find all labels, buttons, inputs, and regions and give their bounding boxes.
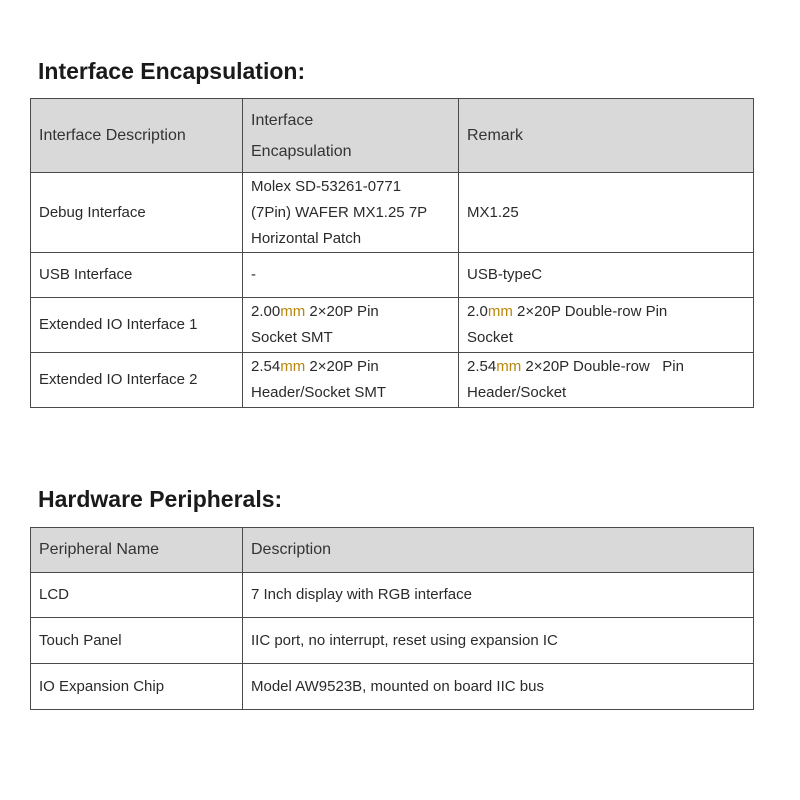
header-encapsulation-text: Interface Encapsulation: [251, 111, 352, 160]
interface-encapsulation-title: Interface Encapsulation:: [38, 58, 306, 84]
remark-line: [467, 299, 745, 325]
encapsulation-line: [251, 354, 450, 380]
header-interface-description: Interface Description: [31, 99, 243, 173]
unit-mm: mm: [487, 303, 513, 320]
peripheral-description-cell: 7 Inch display with RGB interface: [243, 573, 754, 618]
hardware-peripherals-table: [30, 527, 754, 710]
interface-description-cell: Debug Interface: [31, 173, 243, 253]
interface-encapsulation-cell: [243, 353, 459, 408]
encapsulation-line: Socket SMT: [251, 329, 333, 346]
interface-encapsulation-cell: [243, 173, 459, 253]
table-row: [31, 253, 754, 298]
encapsulation-line: (7Pin) WAFER MX1.25 7P: [251, 203, 428, 221]
table-row: [31, 173, 754, 253]
header-description: Description: [243, 528, 754, 573]
peripheral-name-cell: IO Expansion Chip: [31, 664, 243, 710]
interface-description-cell: Extended IO Interface 2: [31, 353, 243, 408]
header-remark: Remark: [459, 99, 754, 173]
table-row: [31, 618, 754, 664]
unit-mm: mm: [496, 358, 522, 375]
encapsulation-line: [251, 299, 450, 325]
interface-description-cell: Extended IO Interface 1: [31, 298, 243, 353]
interface-encapsulation-table: [30, 98, 754, 408]
table-header-row: [31, 99, 754, 173]
spec-text: 2×20P Double-row Pin: [512, 303, 668, 320]
peripheral-description-cell: IIC port, no interrupt, reset using expansion IC: [243, 618, 754, 664]
remark-cell: USB-typeC: [459, 253, 754, 298]
unit-mm: mm: [280, 303, 306, 320]
table-row: [31, 353, 754, 408]
size-value: 2.54: [251, 358, 281, 375]
size-value: 2.00: [251, 303, 281, 320]
remark-line: [467, 354, 745, 380]
spec-text: 2×20P Pin: [305, 303, 379, 320]
hardware-peripherals-title: Hardware Peripherals:: [38, 486, 283, 512]
peripheral-name-cell: Touch Panel: [31, 618, 243, 664]
remark-cell: [459, 298, 754, 353]
peripheral-description-cell: Model AW9523B, mounted on board IIC bus: [243, 664, 754, 710]
header-interface-encapsulation: [243, 99, 459, 173]
peripheral-name-cell: LCD: [31, 573, 243, 618]
table-row: [31, 298, 754, 353]
interface-description-cell: USB Interface: [31, 253, 243, 298]
size-value: 2.0: [467, 303, 488, 320]
table-header-row: [31, 528, 754, 573]
interface-encapsulation-cell: -: [243, 253, 459, 298]
remark-line: Header/Socket: [467, 384, 567, 401]
unit-mm: mm: [280, 358, 306, 375]
remark-cell: [459, 353, 754, 408]
spec-text: 2×20P Double-row Pin: [521, 358, 684, 375]
encapsulation-line: Header/Socket SMT: [251, 384, 387, 401]
interface-encapsulation-cell: [243, 298, 459, 353]
spec-text: 2×20P Pin: [305, 358, 379, 375]
table-row: [31, 664, 754, 710]
size-value: 2.54: [467, 358, 497, 375]
remark-cell: MX1.25: [459, 173, 754, 253]
encapsulation-line: Horizontal Patch: [251, 229, 362, 247]
table-row: [31, 573, 754, 618]
header-peripheral-name: Peripheral Name: [31, 528, 243, 573]
encapsulation-line: Molex SD-53261-0771: [251, 177, 402, 195]
remark-line: Socket: [467, 329, 513, 346]
